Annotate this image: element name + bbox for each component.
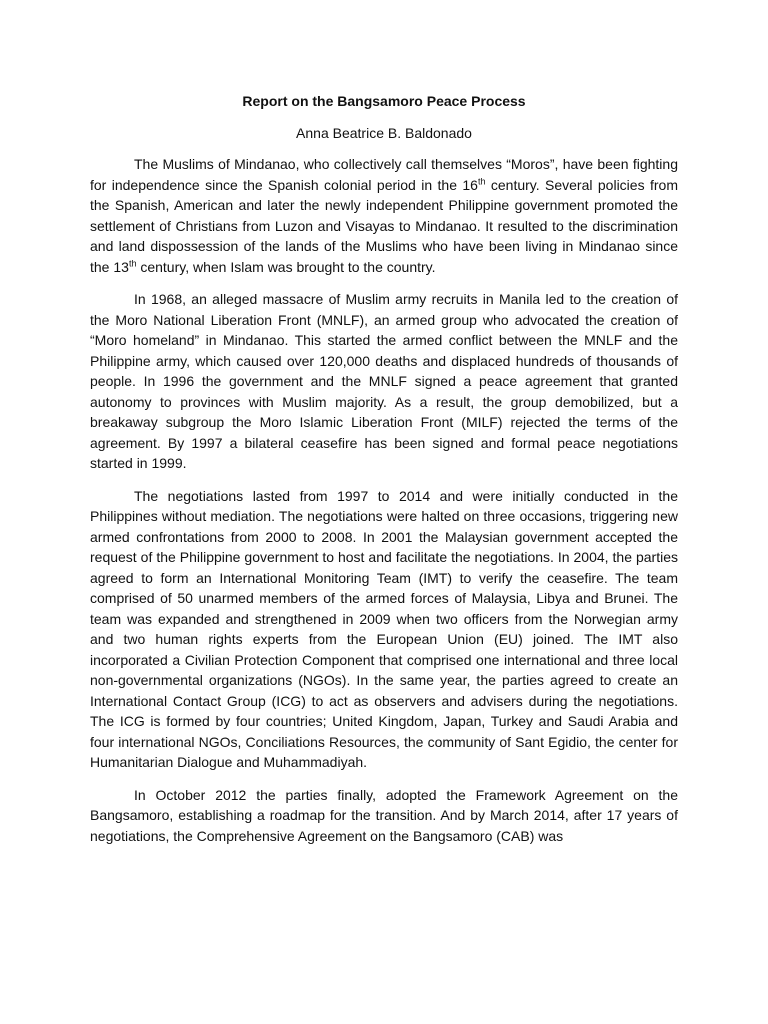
document-title: Report on the Bangsamoro Peace Process	[242, 93, 526, 109]
paragraph-text: century, when Islam was brought to the country.	[136, 258, 436, 275]
ordinal-suffix: th	[128, 257, 137, 268]
paragraph-text: In 1968, an alleged massacre of Muslim army recruits in Manila led to the creation of the Moro National Liberation Front (MNLF), an armed group who advocated the creation of “Moro homeland” in Mindanao. This started the armed conflict between the MNLF and the Philippine army, which caused over 120,000 deaths and displaced hundreds of thousands of people. In 1996 the government and the MNLF signed a peace agreement that granted autonomy to provinces with Muslim majority. As a result, the group demobilized, but a breakaway subgroup the Moro Islamic Liberation Front (MILF) rejected the terms of the agreement. By 1997 a bilateral ceasefire has been signed and formal peace negotiations started in 1999.	[90, 291, 678, 471]
paragraph-text: The Muslims of Mindanao, who collectively call themselves “Moros”, have been fighting for independence since the Spanish colonial period in the 16	[90, 156, 678, 193]
paragraph-4	[90, 785, 678, 847]
paragraph-3	[90, 486, 678, 773]
ordinal-suffix: th	[477, 175, 486, 186]
paragraph-1	[90, 154, 678, 277]
paragraph-text: century. Several policies from the Spanish, American and later the newly independent Philippine government promoted the settlement of Christians from Luzon and Visayas to Mindanao. It resulted to the discrimination and land dispossession of the lands of the Muslims who have been living in Mindanao since the 13	[90, 176, 678, 275]
paragraph-text: The negotiations lasted from 1997 to 2014 and were initially conducted in the Philippines without mediation. The negotiations were halted on three occasions, triggering new armed confrontations from 2000 to 2008. In 2001 the Malaysian government accepted the request of the Philippine government to host and facilitate the negotiations. In 2004, the parties agreed to form an International Monitoring Team (IMT) to verify the ceasefire. The team comprised of 50 unarmed members of the armed forces of Malaysia, Libya and Brunei. The team was expanded and strengthened in 2009 when two officers from the Norwegian army and two human rights experts from the European Union (EU) joined. The IMT also incorporated a Civilian Protection Component that comprised one international and three local non-governmental organizations (NGOs). In the same year, the parties agreed to create an International Contact Group (ICG) to act as observers and advisers during the negotiations. The ICG is formed by four countries; United Kingdom, Japan, Turkey and Saudi Arabia and four international NGOs, Conciliations Resources, the community of Sant Egidio, the center for Humanitarian Dialogue and Muhammadiyah.	[90, 487, 678, 770]
paragraph-2	[90, 289, 678, 474]
document-author: Anna Beatrice B. Baldonado	[296, 125, 472, 141]
paragraph-text: In October 2012 the parties finally, adopted the Framework Agreement on the Bangsamoro, establishing a roadmap for the transition. And by March 2014, after 17 years of negotiations, the Comprehensive Agreement on the Bangsamoro (CAB) was	[90, 786, 678, 844]
